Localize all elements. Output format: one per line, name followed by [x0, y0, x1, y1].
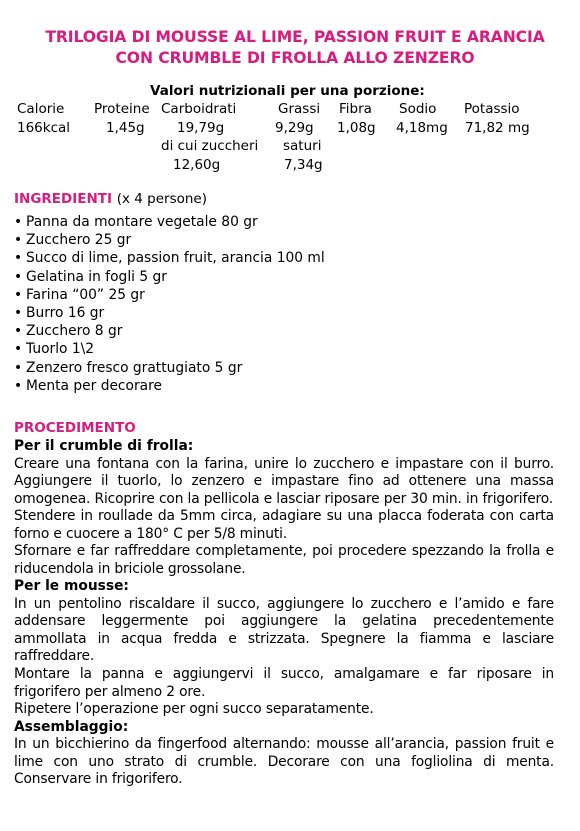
bullet-icon: •	[14, 377, 23, 394]
bullet-icon: •	[14, 304, 23, 321]
mousse-subheading: Per le mousse:	[14, 578, 129, 595]
calorie-value: 166kcal	[17, 120, 71, 136]
ingredients-list	[14, 213, 325, 395]
saturi-value: 7,34g	[284, 157, 323, 173]
carboidrati-label: Carboidrati	[161, 101, 237, 117]
fibra-value: 1,08g	[337, 120, 376, 136]
ingredient-text: Burro 16 gr	[26, 304, 105, 321]
bullet-icon: •	[14, 359, 23, 376]
procedure-body	[14, 438, 554, 789]
bullet-icon: •	[14, 214, 23, 230]
ingredients-heading-line	[14, 191, 207, 207]
zuccheri-label: di cui zuccheri	[161, 138, 259, 154]
crumble-step-1: Creare una fontana con la farina, unire lo zucchero e impastare con il burro. Aggiungere il tuorlo, lo zenzero e impastare fino ad ottenere una massa omogenea. Ricoprire con la pellicola e lasciar riposare per 30 min. in frigorifero.	[14, 455, 554, 507]
potassio-label: Potassio	[464, 101, 520, 117]
assembly-step-1: In un bicchierino da fingerfood alternando: mousse all’arancia, passion fruit e lime con uno strato di crumble. Decorare con una fogliolina di menta. Conservare in frigorifero.	[14, 736, 554, 788]
sodio-label: Sodio	[399, 101, 437, 117]
ingredient-text: Zenzero fresco grattugiato 5 gr	[26, 359, 243, 376]
crumble-step-3: Sfornare e far raffreddare completamente, poi procedere spezzando la frolla e riducendola in briciole grossolane.	[14, 543, 554, 577]
bullet-icon: •	[14, 232, 23, 249]
procedure-heading: PROCEDIMENTO	[14, 420, 136, 436]
crumble-subheading: Per il crumble di frolla:	[14, 438, 194, 454]
bullet-icon: •	[14, 250, 23, 267]
ingredients-heading: INGREDIENTI	[14, 191, 113, 207]
carboidrati-value: 19,79g	[177, 120, 225, 136]
proteine-label: Proteine	[94, 101, 150, 117]
grassi-label: Grassi	[278, 101, 321, 117]
ingredient-item	[14, 304, 325, 322]
ingredient-item	[14, 286, 325, 304]
mousse-step-3: Ripetere l’operazione per ogni succo separatamente.	[14, 701, 374, 718]
ingredient-item	[14, 340, 325, 358]
ingredient-item	[14, 231, 325, 249]
assembly-subheading: Assemblaggio:	[14, 718, 129, 735]
ingredient-text: Tuorlo 1\2	[26, 341, 95, 358]
nutrition-heading: Valori nutrizionali per una porzione:	[150, 83, 425, 99]
crumble-step-2: Stendere in roullade da 5mm circa, adagiare su una placca foderata con carta forno e cuocere a 180° C per 5/8 minuti.	[14, 508, 554, 542]
mousse-step-2: Montare la panna e aggiungervi il succo, amalgamare e far riposare in frigorifero per almeno 2 ore.	[14, 666, 554, 700]
ingredient-text: Menta per decorare	[26, 377, 162, 394]
ingredient-text: Farina “00” 25 gr	[26, 286, 145, 303]
ingredient-text: Gelatina in fogli 5 gr	[26, 268, 167, 285]
bullet-icon: •	[14, 341, 23, 358]
ingredient-item	[14, 268, 325, 286]
potassio-value: 71,82 mg	[465, 120, 530, 136]
proteine-value: 1,45g	[106, 120, 145, 136]
ingredient-item	[14, 213, 325, 231]
ingredients-servings-note: (x 4 persone)	[116, 191, 207, 207]
bullet-icon: •	[14, 286, 23, 303]
grassi-value: 9,29g	[275, 120, 314, 136]
ingredient-item	[14, 359, 325, 377]
recipe-title-line-2: CON CRUMBLE DI FROLLA ALLO ZENZERO	[115, 49, 475, 67]
ingredient-text: Zucchero 25 gr	[26, 232, 132, 249]
ingredient-text: Panna da montare vegetale 80 gr	[26, 214, 258, 230]
ingredient-text: Zucchero 8 gr	[26, 323, 123, 340]
fibra-label: Fibra	[339, 101, 372, 117]
recipe-title-line-1: TRILOGIA DI MOUSSE AL LIME, PASSION FRUIT E ARANCIA	[45, 28, 545, 46]
ingredient-item	[14, 249, 325, 267]
ingredient-text: Succo di lime, passion fruit, arancia 100 ml	[26, 250, 325, 267]
sodio-value: 4,18mg	[396, 120, 448, 136]
saturi-label: saturi	[283, 138, 322, 154]
mousse-step-1: In un pentolino riscaldare il succo, aggiungere lo zucchero e l’amido e fare addensare leggermente poi aggiungere la gelatina precedentemente ammollata in acqua fredda e strizzata. Spegnere la fiamma e lasciare raffreddare.	[14, 595, 554, 665]
bullet-icon: •	[14, 268, 23, 285]
zuccheri-value: 12,60g	[173, 157, 221, 173]
bullet-icon: •	[14, 323, 23, 340]
ingredient-item	[14, 322, 325, 340]
calorie-label: Calorie	[17, 101, 65, 117]
ingredient-item	[14, 377, 325, 395]
